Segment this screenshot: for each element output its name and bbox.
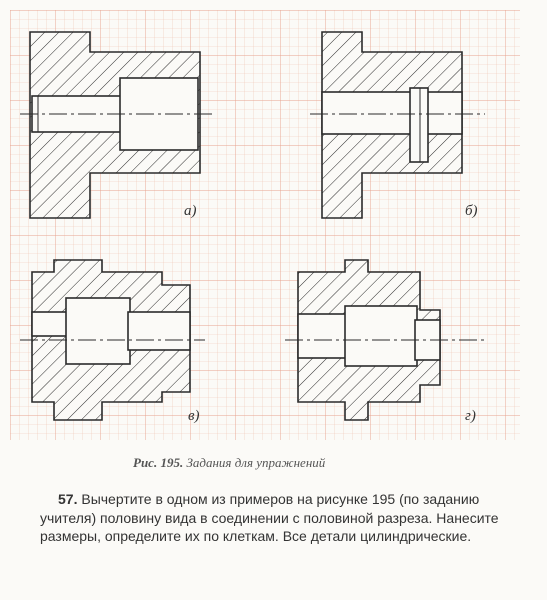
figure-caption [133,455,433,471]
label-a: а) [184,203,197,219]
exercise-drawings [10,10,520,440]
figure-grid [10,10,520,440]
caption-text: Задания для упражнений [186,455,326,470]
exercise-number: 57. [58,491,78,507]
caption-prefix: Рис. 195. [133,455,184,470]
exercise-body: Вычертите в одном из примеров на рисунке 195 (по заданию учителя) половину вида в соединении с половиной разреза. Нанесите размеры, определите их по клеткам. Все детали цилиндрические. [40,491,499,544]
label-b: б) [465,203,478,219]
exercise-text [40,490,515,546]
label-c: в) [188,408,200,424]
label-d: г) [465,408,476,424]
